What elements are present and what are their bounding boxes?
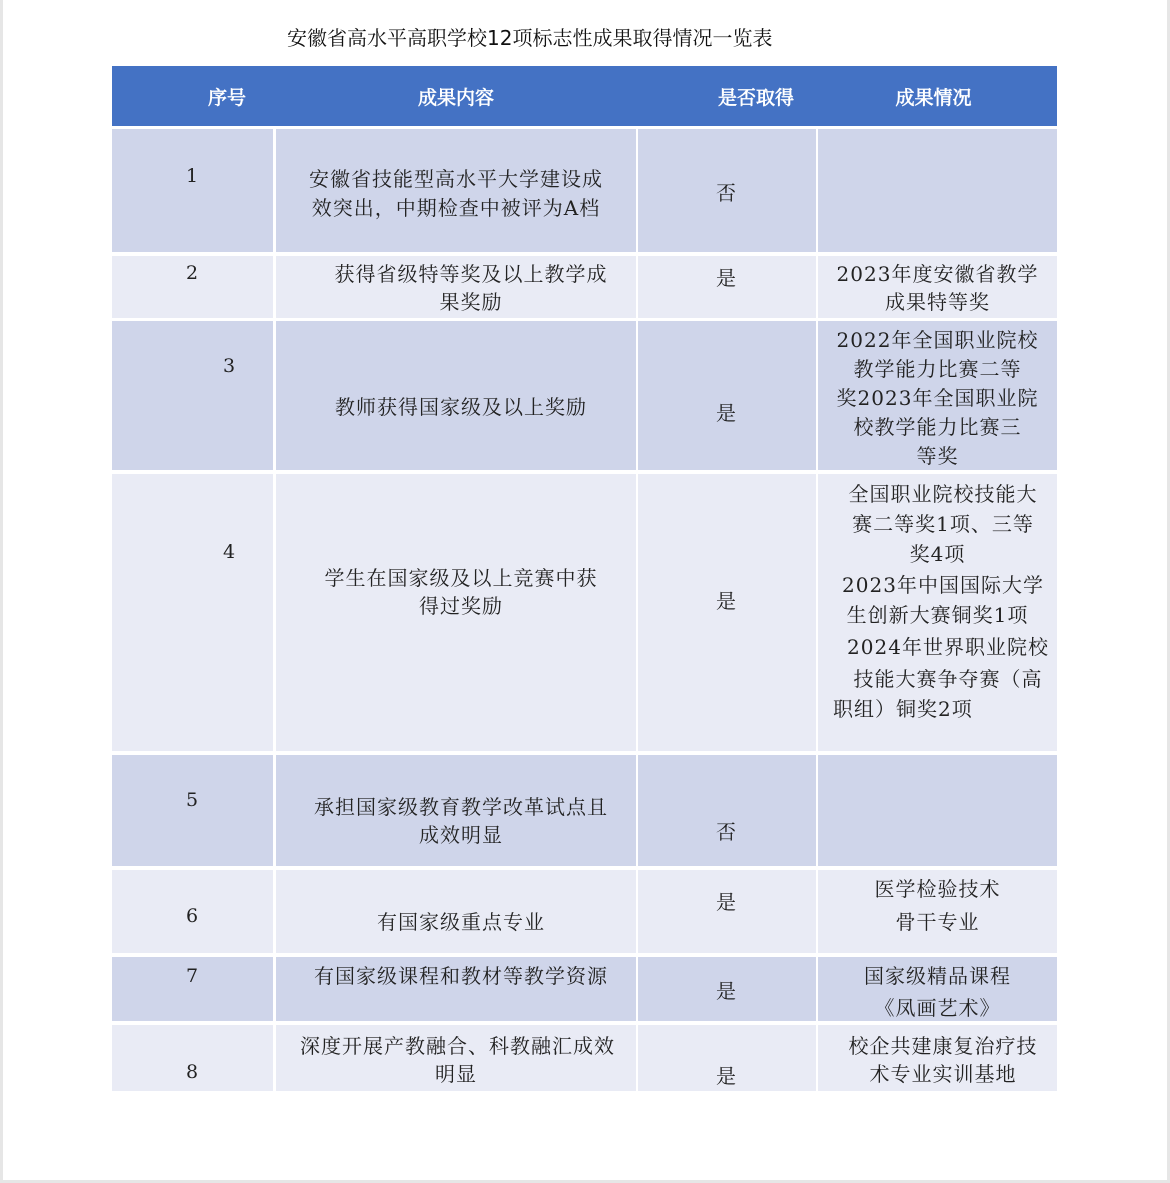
row-1-obtained: 否 bbox=[716, 181, 737, 205]
row-4-detail-line-4: 2023年中国国际大学 bbox=[842, 573, 1044, 597]
row-3-detail-line-3: 奖2023年全国职业院 bbox=[836, 386, 1039, 410]
row-2-content-line-2: 果奖励 bbox=[439, 290, 503, 314]
row-2-number: 2 bbox=[186, 262, 200, 284]
row-5-obtained: 否 bbox=[716, 820, 737, 844]
row-4-detail-line-2: 赛二等奖1项、三等 bbox=[852, 512, 1034, 536]
header-detail: 成果情况 bbox=[818, 66, 1057, 126]
row-5-content-line-1: 承担国家级教育教学改革试点且 bbox=[314, 795, 608, 819]
row-8-number: 8 bbox=[186, 1061, 200, 1083]
header-content: 成果内容 bbox=[276, 66, 636, 126]
row-4-content-line-2: 得过奖励 bbox=[419, 594, 503, 618]
row-7-detail-line-1: 国家级精品课程 bbox=[864, 964, 1011, 988]
row-8-obtained: 是 bbox=[716, 1064, 737, 1088]
row-3-detail-line-4: 校教学能力比赛三 bbox=[853, 415, 1022, 439]
row-4-detail-line-6: 2024年世界职业院校 bbox=[847, 635, 1049, 659]
row-5-content-line-2: 成效明显 bbox=[419, 823, 503, 847]
row-8-detail-line-1: 校企共建康复治疗技 bbox=[848, 1034, 1038, 1058]
row-4-detail-line-1: 全国职业院校技能大 bbox=[848, 482, 1038, 506]
row-4-detail-line-8: 职组）铜奖2项 bbox=[833, 697, 973, 721]
row-3-number: 3 bbox=[223, 355, 237, 377]
row-6-number: 6 bbox=[186, 905, 200, 927]
row-3-content-line-1: 教师获得国家级及以上奖励 bbox=[335, 395, 587, 419]
row-8-content-line-1: 深度开展产教融合、科教融汇成效 bbox=[300, 1034, 615, 1058]
row-4-detail-line-7: 技能大赛争夺赛（高 bbox=[853, 667, 1043, 691]
header-obtained: 是否取得 bbox=[638, 66, 816, 126]
row-8-detail-line-2: 术专业实训基地 bbox=[869, 1062, 1017, 1086]
row-1-number: 1 bbox=[186, 165, 200, 187]
row-4-detail-line-5: 生创新大赛铜奖1项 bbox=[846, 603, 1029, 627]
row-6-detail-line-1: 医学检验技术 bbox=[874, 877, 1001, 901]
row-7-detail-line-2: 《凤画艺术》 bbox=[874, 996, 1001, 1020]
header-no: 序号 bbox=[112, 66, 273, 126]
row-4-obtained: 是 bbox=[716, 589, 737, 613]
row-7-number: 7 bbox=[186, 965, 200, 987]
row-3-obtained: 是 bbox=[716, 401, 737, 425]
row-1-content-line-2: 效突出，中期检查中被评为A档 bbox=[311, 196, 601, 220]
row-1-content-line-1: 安徽省技能型高水平大学建设成 bbox=[309, 167, 603, 191]
row-3-detail-line-2: 教学能力比赛二等 bbox=[853, 357, 1022, 381]
page-title: 安徽省高水平高职学校12项标志性成果取得情况一览表 bbox=[287, 26, 773, 50]
page-border-left bbox=[0, 0, 3, 1183]
row-4-detail-line-3: 奖4项 bbox=[909, 542, 966, 566]
row-2-detail-line-2: 成果特等奖 bbox=[885, 290, 990, 314]
row-5-number: 5 bbox=[186, 789, 200, 811]
row-3-detail-line-5: 等奖 bbox=[916, 444, 959, 468]
row-7-obtained: 是 bbox=[716, 979, 737, 1003]
row-8-content-line-2: 明显 bbox=[435, 1062, 477, 1086]
row-2-detail-line-1: 2023年度安徽省教学 bbox=[836, 262, 1039, 286]
row-6-detail-line-2: 骨干专业 bbox=[895, 910, 980, 934]
row-6-content-line-1: 有国家级重点专业 bbox=[377, 910, 545, 934]
row-2-content-line-1: 获得省级特等奖及以上教学成 bbox=[334, 262, 608, 286]
row-4-content-line-1: 学生在国家级及以上竞赛中获 bbox=[324, 566, 598, 590]
row-7-content-line-1: 有国家级课程和教材等教学资源 bbox=[314, 964, 608, 988]
row-6-obtained: 是 bbox=[716, 890, 737, 914]
row-3-detail-line-1: 2022年全国职业院校 bbox=[836, 328, 1039, 352]
row-4-number: 4 bbox=[223, 541, 237, 563]
row-2-obtained: 是 bbox=[716, 266, 737, 290]
